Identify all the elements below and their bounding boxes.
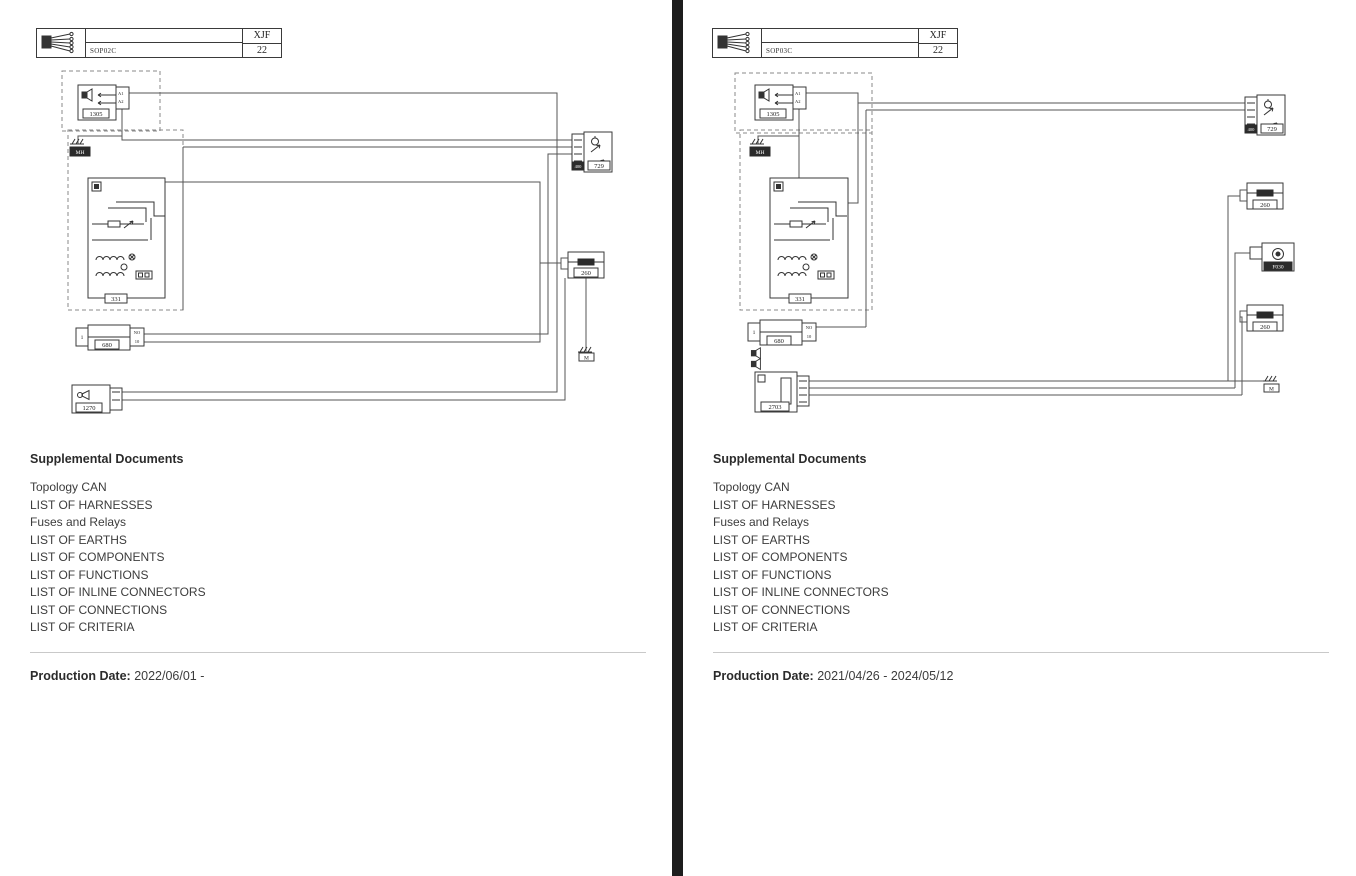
earth-code: MH [75,150,85,156]
diagram-page-right [683,0,1356,876]
diagram-page-left [0,0,672,876]
sheet-code: XJF [253,30,271,41]
component-motor [1250,243,1294,271]
supplemental-item: Topology CAN [713,480,790,494]
production-date-value: 2021/04/26 - 2024/05/12 [817,669,954,683]
component-code-socket: 729 [594,163,604,170]
supplemental-item: LIST OF CONNECTIONS [30,602,168,617]
component-control-unit [770,178,848,303]
supplemental-list [713,479,1133,637]
supplemental-item: LIST OF FUNCTIONS [713,567,832,582]
supplemental-item: LIST OF CRITERIA [30,620,135,634]
component-socket [572,132,612,172]
socket-sub-code: 400 [574,164,582,169]
relay-pin-no: NO [805,325,813,330]
component-code-fuse: 260 [581,270,591,277]
component-earth-right [1263,376,1279,393]
component-earth-top [70,139,90,156]
production-date [30,669,204,683]
supplemental-documents-section [713,452,1133,637]
relay-pin-10: 10 [134,339,140,344]
separator-rule [30,652,646,653]
component-code-fuse: 260 [1260,324,1270,331]
pin-label: A2 [795,99,801,104]
production-date-label: Production Date: [713,669,814,683]
sheet-code: XJF [929,30,947,41]
pin-label: A1 [795,91,801,96]
supplemental-item: LIST OF COMPONENTS [713,550,848,564]
component-code-speaker: 1305 [89,111,103,118]
component-speaker [755,85,806,120]
relay-pin-10: 10 [806,334,812,339]
production-date-value: 2022/06/01 - [134,669,205,683]
component-code-relay: 680 [774,338,784,345]
component-code-speaker: 1305 [766,111,780,118]
component-earth-right [578,347,594,362]
component-code-fuse: 260 [1260,202,1270,209]
supplemental-item: LIST OF EARTHS [30,532,127,547]
component-code-relay: 680 [102,342,112,349]
component-code-socket: 729 [1267,126,1277,133]
socket-sub-code: 400 [1247,127,1255,132]
supplemental-item: Topology CAN [30,480,107,494]
component-code-motor: F030 [1272,264,1284,271]
component-relay [748,320,816,345]
component-socket [1245,95,1285,135]
supplemental-item: LIST OF CONNECTIONS [713,602,851,617]
production-date [713,669,953,683]
component-code-amplifier: 2703 [768,404,782,411]
harness-code: SOP03C [766,47,793,55]
supplemental-item: LIST OF HARNESSES [30,497,153,512]
supplemental-item: Fuses and Relays [713,515,810,529]
component-amplifier [751,348,809,412]
supplemental-item: Fuses and Relays [30,515,127,529]
page-split-divider[interactable] [672,0,683,876]
relay-pin: 1 [80,335,84,341]
supplemental-list [30,479,450,637]
sheet-number: 22 [243,43,281,58]
supplemental-item: LIST OF COMPONENTS [30,550,165,564]
component-fuse-top [1240,183,1283,209]
production-date-label: Production Date: [30,669,131,683]
earth-code: MH [755,150,765,156]
component-code-unit: 331 [795,296,805,303]
component-earth-top [750,139,770,156]
component-code-horn: 1270 [82,405,96,412]
relay-pin: 1 [752,330,756,336]
component-relay [76,325,144,350]
supplemental-title: Supplemental Documents [30,452,184,466]
supplemental-documents-section [30,452,450,637]
earth-code: M [1269,386,1274,393]
wiring-diagram-left [0,40,650,445]
component-control-unit [88,178,165,303]
supplemental-item: LIST OF INLINE CONNECTORS [713,585,889,599]
component-code-unit: 331 [111,296,121,303]
earth-code: M [584,355,589,362]
supplemental-item: LIST OF HARNESSES [713,497,836,512]
component-fuse-bottom [1240,305,1283,331]
separator-rule [713,652,1329,653]
wiring-diagram-right [683,40,1333,445]
supplemental-item: LIST OF CRITERIA [713,620,818,634]
supplemental-title: Supplemental Documents [713,452,867,466]
pin-label: A1 [118,91,124,96]
harness-code: SOP02C [90,47,117,55]
supplemental-item: LIST OF FUNCTIONS [30,567,149,582]
relay-pin-no: NO [133,330,141,335]
supplemental-item: LIST OF EARTHS [713,532,810,547]
sheet-number: 22 [919,43,957,58]
component-fuse [561,252,604,278]
supplemental-item: LIST OF INLINE CONNECTORS [30,585,206,599]
pin-label: A2 [118,99,124,104]
component-speaker [78,85,129,120]
component-horn [72,385,122,413]
